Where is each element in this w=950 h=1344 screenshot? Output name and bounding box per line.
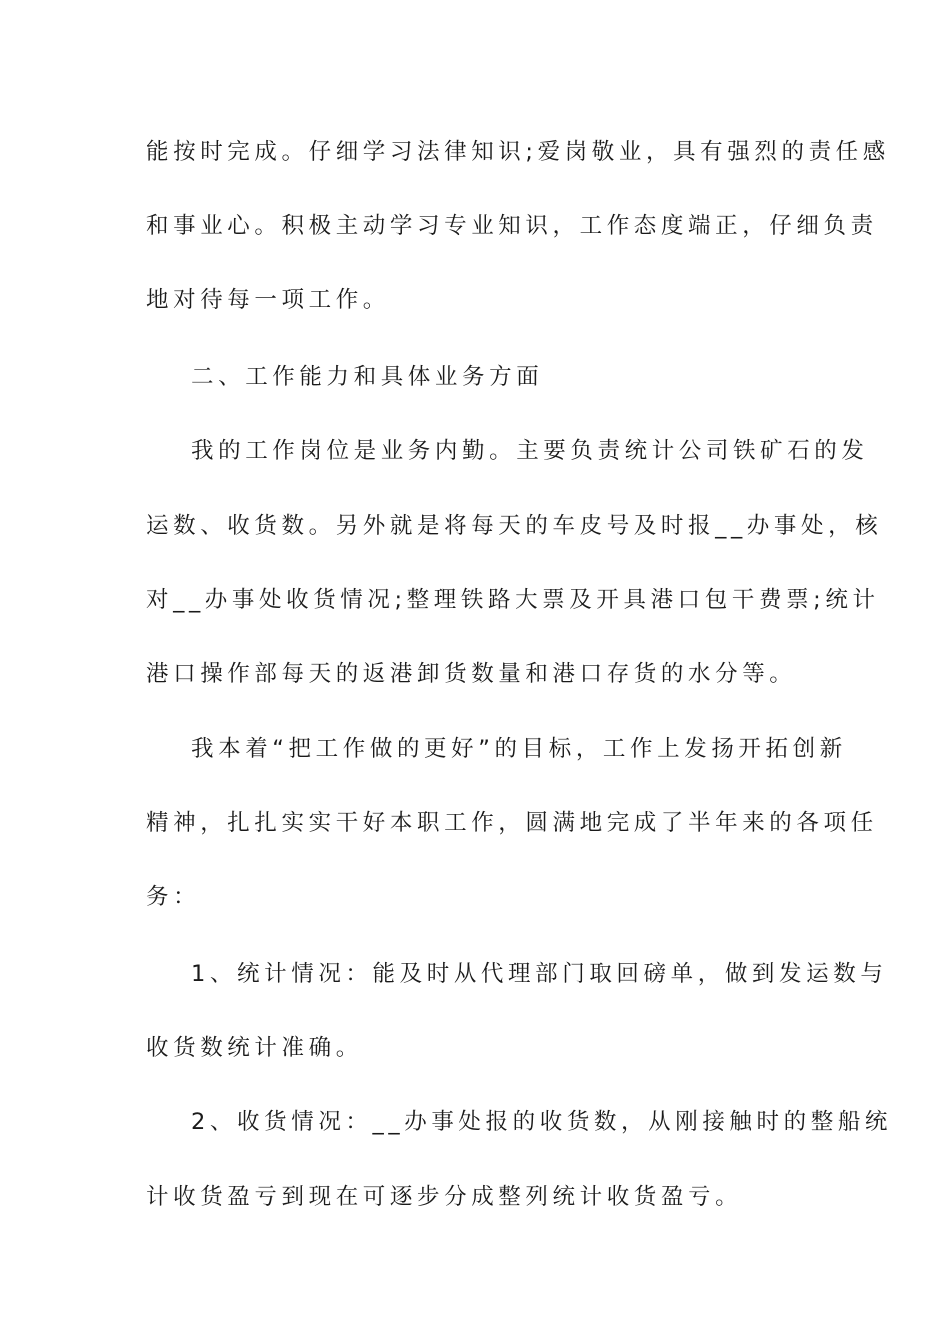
paragraph-line: 地对待每一项工作。 <box>146 287 390 313</box>
paragraph-line: 精神，扎扎实实干好本职工作，圆满地完成了半年来的各项任 <box>146 810 878 836</box>
paragraph-line: 能按时完成。仔细学习法律知识;爱岗敬业，具有强烈的责任感 <box>146 139 890 165</box>
paragraph-line: 和事业心。积极主动学习专业知识，工作态度端正，仔细负责 <box>146 213 878 239</box>
list-item-line: 1、统计情况：能及时从代理部门取回磅单，做到发运数与 <box>191 961 888 987</box>
paragraph-line: 我本着“把工作做的更好”的目标，工作上发扬开拓创新 <box>191 736 847 762</box>
paragraph-line: 运数、收货数。另外就是将每天的车皮号及时报__办事处，核 <box>146 513 883 539</box>
section-heading: 二、工作能力和具体业务方面 <box>191 364 544 390</box>
list-item-line: 计收货盈亏到现在可逐步分成整列统计收货盈亏。 <box>146 1184 743 1210</box>
paragraph-line: 对__办事处收货情况;整理铁路大票及开具港口包干费票;统计 <box>146 587 880 613</box>
list-item-line: 2、收货情况：__办事处报的收货数，从刚接触时的整船统 <box>191 1109 893 1135</box>
list-item-line: 收货数统计准确。 <box>146 1035 363 1061</box>
paragraph-line: 港口操作部每天的返港卸货数量和港口存货的水分等。 <box>146 661 797 687</box>
paragraph-line: 务： <box>146 884 201 910</box>
paragraph-line: 我的工作岗位是业务内勤。主要负责统计公司铁矿石的发 <box>191 438 869 464</box>
